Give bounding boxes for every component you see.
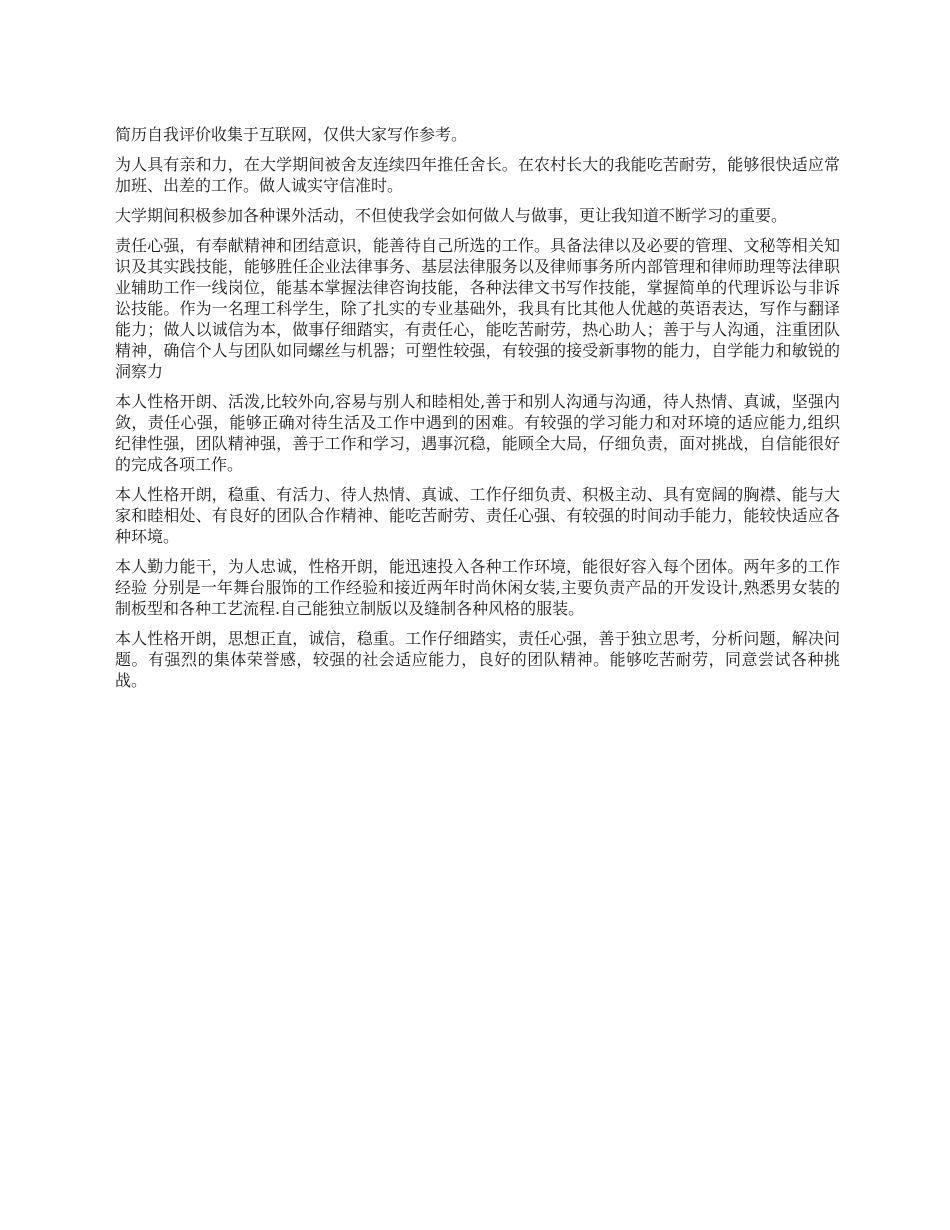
paragraph-work-experience: 本人勤力能干，为人忠诚，性格开朗，能迅速投入各种工作环境，能很好容入每个团体。两年多的工作经验 分别是一年舞台服饰的工作经验和接近两年时尚休闲女装,主要负责产品的开发设计,熟悉男女装的制板型和各种工艺流程.自己能独立制版以及缝制各种风格的服装。 bbox=[115, 557, 840, 618]
paragraph-integrity: 本人性格开朗，思想正直，诚信，稳重。工作仔细踏实，责任心强，善于独立思考，分析问题，解决问题。有强烈的集体荣誉感，较强的社会适应能力，良好的团队精神。能够吃苦耐劳，同意尝试各种挑战。 bbox=[115, 629, 840, 690]
paragraph-personality-steady: 本人性格开朗，稳重、有活力、待人热情、真诚、工作仔细负责、积极主动、具有宽阔的胸襟、能与大家和睦相处、有良好的团队合作精神、能吃苦耐劳、责任心强、有较强的时间动手能力，能较快适应各种环境。 bbox=[115, 485, 840, 546]
paragraph-affinity: 为人具有亲和力，在大学期间被舍友连续四年推任舍长。在农村长大的我能吃苦耐劳，能够很快适应常加班、出差的工作。做人诚实守信准时。 bbox=[115, 155, 840, 195]
intro-note: 简历自我评价收集于互联网，仅供大家写作参考。 bbox=[115, 125, 468, 144]
paragraph-responsibility: 责任心强，有奉献精神和团结意识，能善待自己所选的工作。具备法律以及必要的管理、文秘等相关知识及其实践技能，能够胜任企业法律事务、基层法律服务以及律师事务所内部管理和律师助理等法律职业辅助工作一线岗位，能基本掌握法律咨询技能，各种法律文书写作技能，掌握简单的代理诉讼与非诉讼技能。作为一名理工科学生，除了扎实的专业基础外，我具有比其他人优越的英语表达，写作与翻译能力；做人以诚信为本，做事仔细踏实，有责任心，能吃苦耐劳，热心助人；善于与人沟通，注重团队精神，确信个人与团队如同螺丝与机器；可塑性较强，有较强的接受新事物的能力，自学能力和敏锐的洞察力 bbox=[115, 236, 840, 381]
paragraph-personality-outgoing: 本人性格开朗、活泼,比较外向,容易与别人和睦相处,善于和别人沟通与沟通，待人热情、真诚，坚强内敛，责任心强，能够正确对待生活及工作中遇到的困难。有较强的学习能力和对环境的适应能力,组织纪律性强，团队精神强，善于工作和学习，遇事沉稳，能顾全大局，仔细负责，面对挑战，自信能很好的完成各项工作。 bbox=[115, 392, 840, 474]
paragraph-activities: 大学期间积极参加各种课外活动，不但使我学会如何做人与做事，更让我知道不断学习的重要。 bbox=[115, 206, 788, 225]
document-body bbox=[115, 124, 840, 700]
